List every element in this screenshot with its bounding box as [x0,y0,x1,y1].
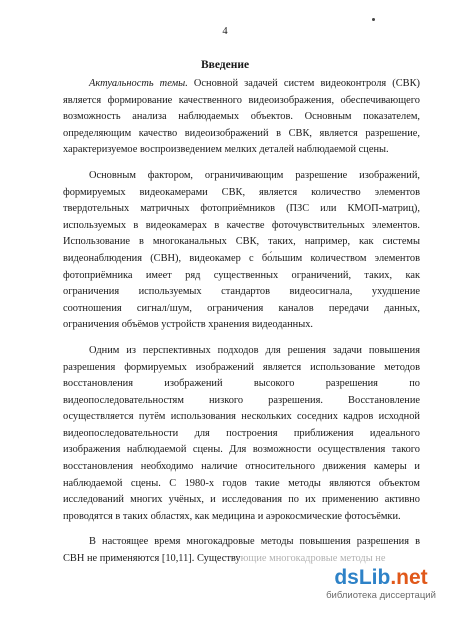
text-line: восстановления необходимо наличие относительного движения камеры и [63,461,420,473]
section-heading: Введение [200,59,250,71]
text-line: твердотельных матричных фотоприёмников (ПЗС или КМОП-матриц), [63,203,420,215]
italic-lead: Актуальность темы. [89,78,188,89]
paragraph-factor [63,168,420,334]
faded-text: ющие многокадровые методы не [240,553,386,565]
text-line: является формирование качественного видеоизображения, обеспечивающего [63,94,420,106]
text-line: видеопоследовательностям низкого разрешения. Восстановление [63,394,420,406]
watermark-subtitle: библиотека диссертаций [326,590,436,601]
text-line: восстановления изображений высокого разрешения по [63,378,420,390]
paragraph-relevance [63,76,420,159]
text-line: разрешения формируемых изображений является использование методов [63,361,420,373]
text-line: характеризуемое воспроизведением мелких деталей наблюдаемой сцены. [63,144,389,156]
text-line: Одним из перспективных подходов для решения задачи повышения [89,344,420,356]
paragraph-current [63,534,420,567]
text-line: проводятся в таких областях, как медицина и аэрокосмические фотосъёмки. [63,510,401,522]
dslib-logo: dsLib.net [334,566,428,589]
text-line: видеопоследовательности для построения приближения идеального [63,427,420,439]
text-line: возможность анализа наблюдаемых объектов. Основным показателем, [63,111,420,123]
text-line: соотношения сигнал/шум, ограничения каналов передачи данных, [63,302,420,314]
scan-speck [372,18,375,21]
text-line: Основным фактором, ограничивающим разрешение изображений, [89,169,420,181]
text-line: исследований многих учёных, и исследования по их применению активно [63,494,420,506]
text-line: ограничения объёмов устройств хранения видеоданных. [63,319,314,331]
text-line: формируемых видеокамерами СВК, является количество элементов [63,186,420,198]
paragraph-approach [63,343,420,526]
body-text [63,76,420,577]
text-line: СВН не применяются [10,11]. Существующие многокадровые методы не [63,553,386,565]
text-line: осуществляется путём использования нескольких соседних кадров исходной [63,411,420,423]
text-line: фотоприёмника имеет ряд существенных ограничений, таких, как [63,269,420,281]
text-line: определяющим качество видеоизображений в СВК, является разрешение, [63,127,420,139]
text-line: изображения наблюдаемой сцены. Для возможности осуществления такого [63,444,420,456]
text-line: ограничения используемых стандартов видеосигнала, ухудшение [63,286,420,298]
text-line: В настоящее время многокадровые методы повышения разрешения в [89,536,420,548]
text-line: Использование в многоканальных СВК, таких, например, как системы [63,236,420,248]
text-line: Актуальность темы. Основной задачей систем видеоконтроля (СВК) [89,78,420,89]
watermark [318,566,444,610]
text-line: наблюдаемой сцены. С 1980-х годов такие методы являются объектом [63,477,420,489]
text-line: видеонаблюдения (СВН), видеокамер с бо́льшим количеством элементов [63,252,420,264]
page-number: 4 [222,26,228,37]
text-line: используемых в видеокамерах в качестве фоточувствительных элементов. [63,219,420,231]
